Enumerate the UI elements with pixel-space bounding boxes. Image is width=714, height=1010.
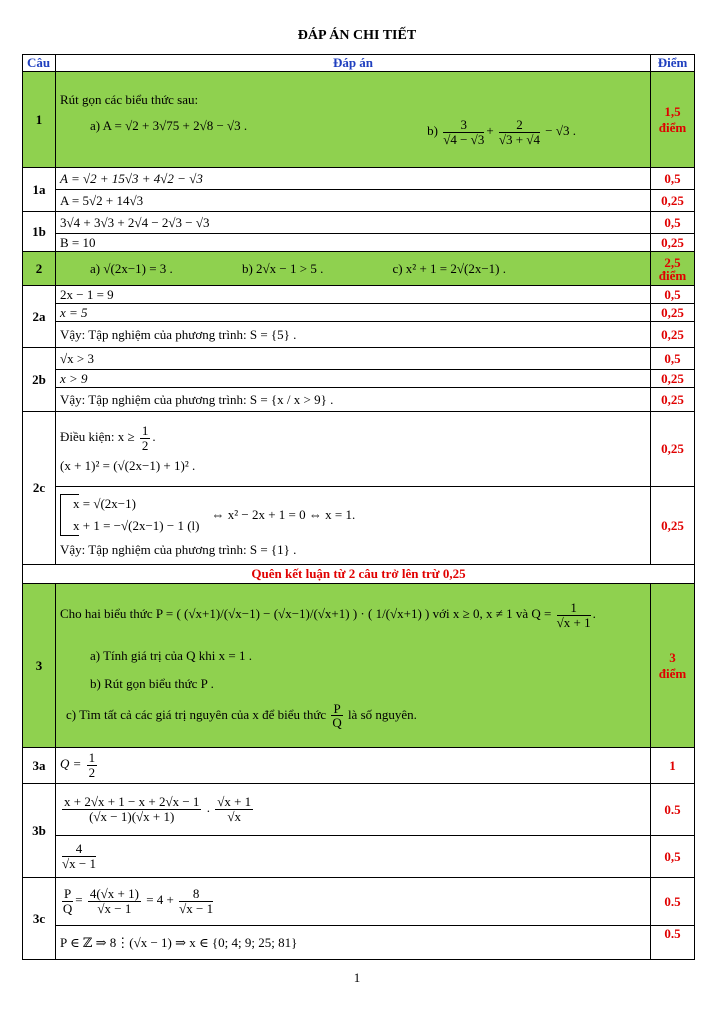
points: 0.5	[651, 926, 695, 960]
step	[56, 487, 651, 565]
points: 2,5 điểm	[651, 252, 695, 286]
points: 0,25	[651, 370, 695, 388]
points: 3 điểm	[651, 584, 695, 748]
step: x = 5	[56, 304, 651, 322]
points: 0.5	[651, 784, 695, 836]
part-b: b) $\frac{3}{√4 - √3}$ + $\frac{2}{√3 + √4}$ − √3 .	[427, 117, 576, 147]
points: 0.5	[651, 878, 695, 926]
row-3c-2	[23, 926, 695, 960]
points: 0,25	[651, 322, 695, 348]
question-intro: Rút gọn các biểu thức sau:	[60, 92, 199, 108]
note-row	[23, 565, 695, 584]
step: Vậy: Tập nghiệm của phương trình: S = {5} .	[56, 322, 651, 348]
question-intro: Cho hai biểu thức P = ( (√x+1)/(√x−1) − (√x−1)/(√x+1) ) · ( 1/(√x+1) ) với x ≥ 0, x ≠ 1 và Q = $\frac{1}{√x + 1}$ .	[60, 600, 596, 630]
condition: Điều kiện: x ≥ $\frac{1}{2}$ .	[60, 422, 156, 453]
points: 0,5	[651, 348, 695, 370]
question-number: 3	[23, 584, 56, 748]
row-2c-1	[23, 412, 695, 487]
step: A = 5√2 + 14√3	[56, 190, 651, 212]
question-number: 2c	[23, 412, 56, 565]
question-number: 2	[23, 252, 56, 286]
system-line-1: x = √(2x−1)	[73, 495, 136, 511]
page-number: 1	[353, 970, 361, 985]
row-3a	[23, 748, 695, 784]
deduction-note: Quên kết luận từ 2 câu trở lên trừ 0,25	[23, 565, 695, 584]
question-number: 2a	[23, 286, 56, 348]
question-number: 1	[23, 72, 56, 168]
points: 0,25	[651, 234, 695, 252]
points: 1	[651, 748, 695, 784]
step: A = √2 + 15√3 + 4√2 − √3	[56, 168, 651, 190]
row-2c-2	[23, 487, 695, 565]
part-b: b) Rút gọn biểu thức P .	[90, 675, 214, 691]
step: Vậy: Tập nghiệm của phương trình: S = {x / x > 9} .	[56, 388, 651, 412]
row-2a-2	[23, 304, 695, 322]
step	[56, 412, 651, 487]
row-2b-3	[23, 388, 695, 412]
row-1a-2	[23, 190, 695, 212]
step: 2x − 1 = 9	[56, 286, 651, 304]
question-number: 3c	[23, 878, 56, 960]
row-1a-1	[23, 168, 695, 190]
part-a: a) A = √2 + 3√75 + 2√8 − √3 .	[90, 118, 248, 134]
step: √x > 3	[56, 348, 651, 370]
points: 1,5 điểm	[651, 72, 695, 168]
question-number: 2b	[23, 348, 56, 412]
points: 0,5	[651, 212, 695, 234]
part-c: c) x² + 1 = 2√(2x−1) .	[392, 260, 506, 276]
header-cau: Câu	[23, 55, 56, 72]
row-1b-1	[23, 212, 695, 234]
question-number: 3b	[23, 784, 56, 878]
table-header	[23, 55, 695, 72]
step: Q = $\frac{1}{2}$	[56, 748, 651, 784]
points: 0,25	[651, 190, 695, 212]
system-line-2: x + 1 = −√(2x−1) − 1 (l)	[73, 517, 200, 533]
row-2a-1	[23, 286, 695, 304]
step: P ∈ ℤ ⇒ 8⋮(√x − 1) ⇒ x ∈ {0; 4; 9; 25; 81}	[56, 926, 651, 960]
question-3-row	[23, 584, 695, 748]
part-a: a) √(2x−1) = 3 .	[90, 260, 173, 276]
question-number: 1a	[23, 168, 56, 212]
question-2-row	[23, 252, 695, 286]
part-a: a) Tính giá trị của Q khi x = 1 .	[90, 647, 252, 663]
question-number: 1b	[23, 212, 56, 252]
part-c: c) Tìm tất cả các giá trị nguyên của x để biểu thức $\frac{P}{Q}$ là số nguyên.	[66, 700, 417, 731]
answer-table	[22, 54, 695, 960]
part-b: b) 2√x − 1 > 5 .	[241, 260, 324, 276]
points: 0,25	[651, 487, 695, 565]
equation: (x + 1)² = (√(2x−1) + 1)² .	[60, 458, 196, 474]
row-3b-2	[23, 836, 695, 878]
question-text	[56, 72, 651, 168]
points: 0,25	[651, 412, 695, 487]
header-diem: Điểm	[651, 55, 695, 72]
row-2a-3	[23, 322, 695, 348]
step: $\frac{P}{Q}$ = $\frac{4(√x + 1)}{√x - 1}$ = 4 + $\frac{8}{√x - 1}$	[56, 878, 651, 926]
question-text	[56, 252, 651, 286]
points: 0,5	[651, 168, 695, 190]
step: $\frac{x + 2√x + 1 - x + 2√x - 1}{(√x - 1)(√x + 1)}$ . $\frac{√x + 1}{√x}$	[56, 784, 651, 836]
step: 3√4 + 3√3 + 2√4 − 2√3 − √3	[56, 212, 651, 234]
document-title: ĐÁP ÁN CHI TIẾT	[297, 28, 417, 43]
step: $\frac{4}{√x - 1}$	[56, 836, 651, 878]
points: 0,25	[651, 304, 695, 322]
conclusion: Vậy: Tập nghiệm của phương trình: S = {1} .	[60, 541, 297, 557]
points: 0,5	[651, 286, 695, 304]
header-dapan: Đáp án	[56, 55, 651, 72]
row-2b-2	[23, 370, 695, 388]
row-2b-1	[23, 348, 695, 370]
row-1b-2	[23, 234, 695, 252]
points: 0,5	[651, 836, 695, 878]
step: x > 9	[56, 370, 651, 388]
points: 0,25	[651, 388, 695, 412]
system-result: ⇔ x² − 2x + 1 = 0 ⇔ x = 1.	[211, 506, 356, 522]
question-1-row	[23, 72, 695, 168]
row-3b-1	[23, 784, 695, 836]
question-number: 3a	[23, 748, 56, 784]
question-text	[56, 584, 651, 748]
row-3c-1	[23, 878, 695, 926]
step: B = 10	[56, 234, 651, 252]
